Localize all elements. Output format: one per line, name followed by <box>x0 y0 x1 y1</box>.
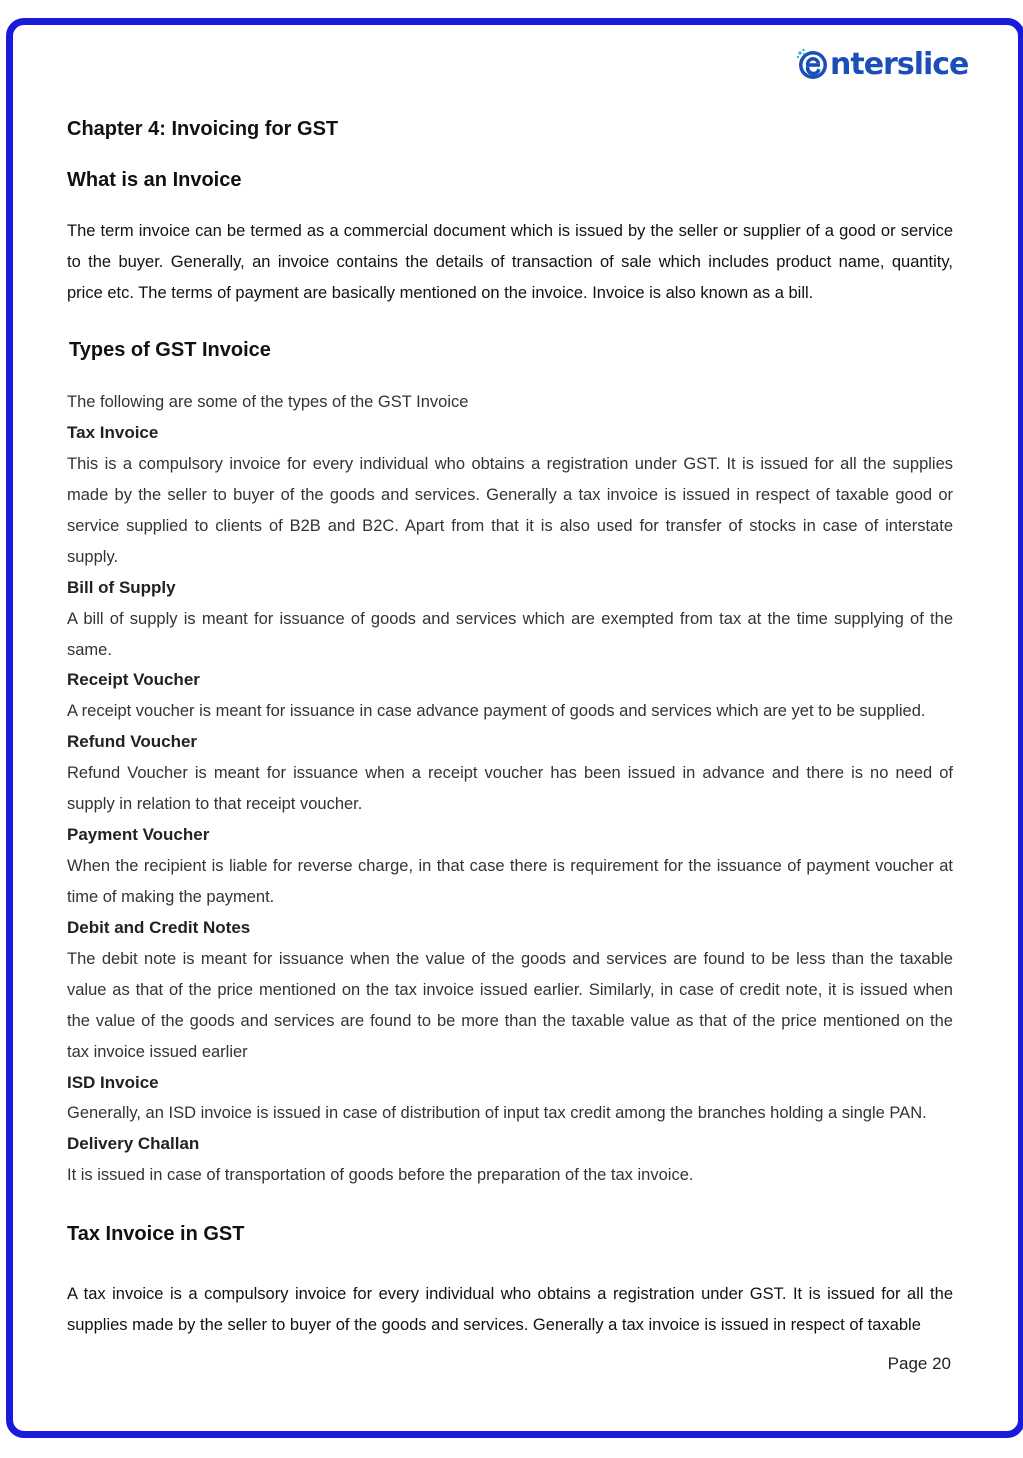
type-title-receipt-voucher: Receipt Voucher <box>67 670 200 689</box>
type-desc-line: made by the seller to buyer of the goods and services. Generally a tax invoice is issued in respect of taxable good or <box>67 486 953 504</box>
type-desc-line: same. <box>67 641 112 659</box>
type-title-payment-voucher: Payment Voucher <box>67 825 210 844</box>
type-desc-line: tax invoice issued earlier <box>67 1043 248 1061</box>
type-title-bill-of-supply: Bill of Supply <box>67 578 176 597</box>
type-desc-line: time of making the payment. <box>67 888 275 906</box>
paragraph-line: to the buyer. Generally, an invoice contains the details of transaction of sale which includes product name, quantity, <box>67 253 953 271</box>
section-heading-what-is-invoice: What is an Invoice <box>67 169 242 191</box>
type-desc-line: It is issued in case of transportation of goods before the preparation of the tax invoice. <box>67 1166 694 1184</box>
paragraph-line: price etc. The terms of payment are basically mentioned on the invoice. Invoice is also known as a bill. <box>67 284 814 302</box>
type-title-debit-credit-notes: Debit and Credit Notes <box>67 918 251 937</box>
type-desc-line: This is a compulsory invoice for every individual who obtains a registration under GST. It is issued for all the supplies <box>67 455 953 473</box>
type-desc-line: A bill of supply is meant for issuance of goods and services which are exempted from tax at the time supplying of the <box>67 610 953 628</box>
type-title-tax-invoice: Tax Invoice <box>67 423 159 442</box>
type-title-refund-voucher: Refund Voucher <box>67 732 198 751</box>
type-desc-line: value as that of the price mentioned on the tax invoice issued earlier. Similarly, in case of credit note, it is issued when <box>67 981 953 999</box>
type-desc-line: Refund Voucher is meant for issuance when a receipt voucher has been issued in advance and there is no need of <box>67 764 953 782</box>
section-heading-types: Types of GST Invoice <box>69 339 271 361</box>
types-intro: The following are some of the types of the GST Invoice <box>67 393 469 411</box>
paragraph-line: The term invoice can be termed as a commercial document which is issued by the seller or supplier of a good or service <box>67 222 953 240</box>
type-desc-line: service supplied to clients of B2B and B2C. Apart from that it is also used for transfer of stocks in case of interstate <box>67 517 953 535</box>
paragraph-line: supplies made by the seller to buyer of the goods and services. Generally a tax invoice is issued in respect of taxable <box>67 1316 921 1334</box>
type-desc-line: the value of the goods and services are found to be more than the taxable value as that of the price mentioned on the <box>67 1012 953 1030</box>
page-number: Page 20 <box>887 1354 951 1373</box>
type-desc-line: When the recipient is liable for reverse charge, in that case there is requirement for the issuance of payment voucher at <box>67 857 953 875</box>
chapter-title: Chapter 4: Invoicing for GST <box>67 118 339 140</box>
type-title-isd-invoice: ISD Invoice <box>67 1073 159 1092</box>
type-desc-line: A receipt voucher is meant for issuance in case advance payment of goods and services which are yet to be supplied. <box>67 702 926 720</box>
enterslice-logo <box>795 42 968 86</box>
logo-text: nterslice <box>830 46 969 82</box>
paragraph-line: A tax invoice is a compulsory invoice for every individual who obtains a registration under GST. It is issued for all the <box>67 1285 953 1303</box>
type-title-delivery-challan: Delivery Challan <box>67 1134 200 1153</box>
type-desc-line: The debit note is meant for issuance when the value of the goods and services are found to be less than the taxable <box>67 950 953 968</box>
type-desc-line: Generally, an ISD invoice is issued in case of distribution of input tax credit among the branches holding a single PAN. <box>67 1104 927 1122</box>
logo-e-icon <box>795 47 829 81</box>
section-heading-tax-invoice-in-gst: Tax Invoice in GST <box>67 1223 245 1245</box>
type-desc-line: supply. <box>67 548 119 566</box>
type-desc-line: supply in relation to that receipt voucher. <box>67 795 363 813</box>
